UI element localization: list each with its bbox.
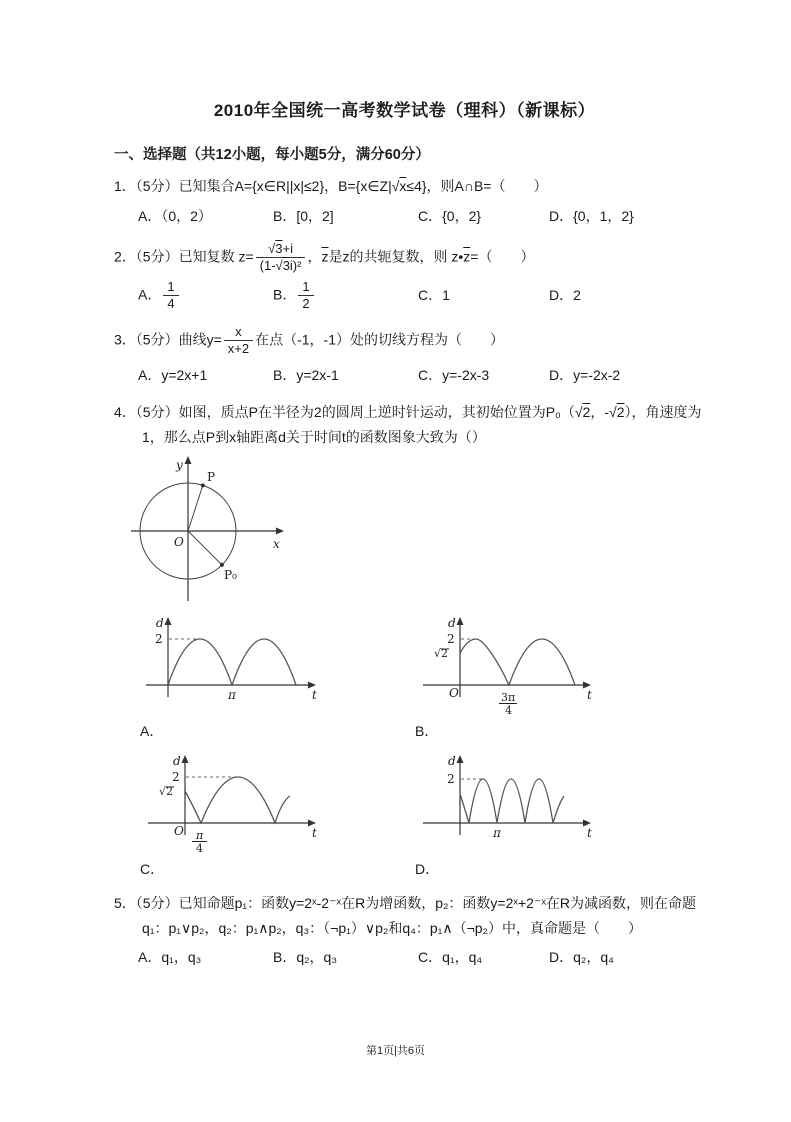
curve-fraction <box>224 324 253 358</box>
tick-2: 2 <box>447 772 455 787</box>
question-4-part4: ） <box>471 428 486 445</box>
option-c: C．{0，2} <box>418 207 482 224</box>
question-5-text <box>114 891 711 940</box>
point-p0-dot <box>220 563 224 567</box>
distance-curve <box>168 639 296 685</box>
d-axis-arrow-icon <box>457 617 464 625</box>
distance-curve <box>460 779 564 823</box>
question-1 <box>114 174 711 229</box>
fraction-numerator: x <box>235 324 242 340</box>
origin-label: O <box>449 686 459 701</box>
question-2-text <box>114 241 711 275</box>
denominator-tail: i)² <box>289 258 302 274</box>
question-4-part1: （5分）如图，质点P在半径为2的圆周上逆时针运动，其初始位置为P₀（ <box>135 404 575 421</box>
radical-sign: √ <box>391 178 400 194</box>
radicand: x <box>399 178 407 194</box>
question-2 <box>114 241 711 312</box>
question-4-part2: ，- <box>590 404 610 421</box>
question-3-text <box>114 324 711 358</box>
question-1-options <box>138 203 711 230</box>
graph-a-label: A． <box>140 723 164 740</box>
question-1-text <box>114 174 711 199</box>
question-2-part4: =（ ） <box>470 248 535 265</box>
question-2-options <box>138 279 711 313</box>
option-d: D．{0，1，2} <box>549 207 634 224</box>
option-d: D．q₂，q₄ <box>549 949 614 966</box>
fraction-numerator: 1 <box>302 278 310 294</box>
circle-diagram-svg <box>126 453 291 605</box>
tick-3pi-denominator: 4 <box>505 704 512 718</box>
option-c: C．1 <box>418 287 450 304</box>
origin-label: O <box>174 535 184 550</box>
t-axis-label: t <box>587 688 592 703</box>
graph-a-plot <box>140 613 325 719</box>
question-1-number: 1． <box>114 178 136 194</box>
graph-b-label: B． <box>415 723 439 740</box>
question-2-part1: （5分）已知复数 z= <box>135 248 254 265</box>
option-b: B．q₂，q₃ <box>273 949 338 966</box>
d-axis-label: d <box>448 754 456 769</box>
graph-b-plot <box>415 613 600 719</box>
option-b: B．[0，2] <box>273 207 334 224</box>
fraction-denominator: 4 <box>163 295 178 312</box>
question-3-number: 3． <box>114 331 136 348</box>
denominator-head: (1- <box>259 258 276 274</box>
option-a <box>138 279 273 313</box>
d-axis-label: d <box>173 754 181 769</box>
tick-sqrt2: √2 <box>159 785 174 799</box>
question-3-part1: （5分）曲线y= <box>135 331 222 348</box>
question-5 <box>114 891 711 971</box>
origin-label: O <box>174 824 184 839</box>
question-4-part3: ），角速度为1，那么点P到x轴距离d关于时间t的函数图象大致为（ <box>142 404 702 445</box>
point-p0-label: P₀ <box>224 568 237 583</box>
t-axis-label: t <box>312 688 317 703</box>
radius-to-p <box>188 486 203 532</box>
graph-option-c <box>140 751 340 879</box>
option-c: C．q₁，q₄ <box>418 949 483 966</box>
option-b-fraction <box>298 279 313 313</box>
radical-sign: √ <box>609 404 617 421</box>
page-title: 2010年全国统一高考数学试卷（理科）（新课标） <box>213 101 596 120</box>
question-4-text <box>114 400 711 449</box>
graph-option-b <box>415 613 615 741</box>
fraction-numerator <box>256 241 306 257</box>
y-axis-arrow-icon <box>185 456 192 464</box>
option-b: B．y=2x-1 <box>273 366 339 383</box>
question-2-part2: ， <box>307 248 322 265</box>
option-a: A．y=2x+1 <box>138 366 208 383</box>
question-3-part2: 在点（-1，-1）处的切线方程为（ ） <box>255 331 504 348</box>
d-axis-arrow-icon <box>457 755 464 763</box>
option-d: D．2 <box>549 287 581 304</box>
radius-to-p0 <box>188 531 222 565</box>
tick-pi: π <box>228 688 236 703</box>
radicand: 3 <box>282 258 290 274</box>
tick-2: 2 <box>172 770 180 785</box>
fraction-denominator <box>256 257 306 274</box>
x-axis-arrow-icon <box>276 528 284 535</box>
tick-sqrt2: √2 <box>434 647 449 661</box>
question-5-options <box>138 944 711 971</box>
tick-2: 2 <box>155 632 163 647</box>
z-conjugate: $\overline{z}$ <box>321 248 329 265</box>
option-a-fraction <box>163 279 178 313</box>
radicand: 2 <box>616 404 625 421</box>
fraction-numerator: 1 <box>167 278 175 294</box>
radicand: 3 <box>275 241 283 257</box>
question-1-part2: ≤4}，则A∩B=（ ） <box>406 178 548 194</box>
graph-c-plot <box>140 751 325 857</box>
complex-fraction <box>256 241 306 275</box>
circle-diagram <box>126 453 711 605</box>
question-3 <box>114 324 711 388</box>
d-axis-label: d <box>156 616 164 631</box>
option-d: D．y=-2x-2 <box>549 366 621 383</box>
distance-curve <box>185 777 290 823</box>
distance-curve <box>460 639 575 685</box>
z-conjugate: $\overline{z}$ <box>463 248 471 265</box>
option-a-label: A． <box>138 286 162 303</box>
option-a: A．q₁，q₃ <box>138 949 202 966</box>
radicand: 2 <box>582 404 591 421</box>
x-axis-label: x <box>273 537 280 552</box>
option-c: C．y=-2x-3 <box>418 366 490 383</box>
question-4-figures <box>114 453 711 879</box>
question-3-options <box>138 362 711 389</box>
radical-sign: √ <box>275 258 283 274</box>
question-5-number: 5． <box>114 895 136 912</box>
point-p-dot <box>201 484 205 488</box>
question-1-part1: （5分）已知集合A={x∈R||x|≤2}，B={x∈Z| <box>135 178 392 194</box>
d-axis-arrow-icon <box>182 755 189 763</box>
option-a: A．（0，2） <box>138 207 212 224</box>
page-footer: 第1页|共6页 <box>365 1045 426 1057</box>
section-header: 一、选择题（共12小题，每小题5分，满分60分） <box>114 147 430 163</box>
question-2-number: 2． <box>114 248 136 265</box>
question-4-number: 4． <box>114 404 136 421</box>
answer-graphs <box>140 613 711 879</box>
d-axis-label: d <box>448 616 456 631</box>
question-2-part3: 是z的共轭复数，则 z• <box>328 248 464 265</box>
numerator-tail: +i <box>282 241 293 257</box>
tick-pi: π <box>493 826 501 841</box>
graph-c-label: C． <box>140 861 165 878</box>
graph-d-plot <box>415 751 600 857</box>
graph-d-label: D． <box>415 861 440 878</box>
t-axis-label: t <box>587 826 592 841</box>
tick-3pi-numerator: 3π <box>501 691 516 705</box>
d-axis-arrow-icon <box>165 617 172 625</box>
t-axis-label: t <box>312 826 317 841</box>
tick-pi4-numerator: π <box>196 829 204 843</box>
graph-option-a <box>140 613 340 741</box>
option-b-label: B． <box>273 286 297 303</box>
radical-sign: √ <box>268 241 276 257</box>
option-b <box>273 279 418 313</box>
point-p-label: P <box>207 470 216 485</box>
radical-sign: √ <box>574 404 583 421</box>
fraction-denominator: 2 <box>298 295 313 312</box>
fraction-denominator: x+2 <box>224 340 253 357</box>
tick-2: 2 <box>447 632 455 647</box>
tick-pi4-denominator: 4 <box>196 842 203 856</box>
y-axis-label: y <box>176 458 183 473</box>
question-4 <box>114 400 711 879</box>
graph-option-d <box>415 751 615 879</box>
question-5-part1: （5分）已知命题p₁：函数y=2ˣ-2⁻ˣ在R为增函数，p₂：函数y=2ˣ+2⁻ˣ在R为减函数，则在命题q₁：p₁∨p₂，q₂：p₁∧p₂，q₃：（¬p₁）∨p₂和q₄：p₁∧（¬p₂）中，真命题是（ ） <box>135 895 697 936</box>
